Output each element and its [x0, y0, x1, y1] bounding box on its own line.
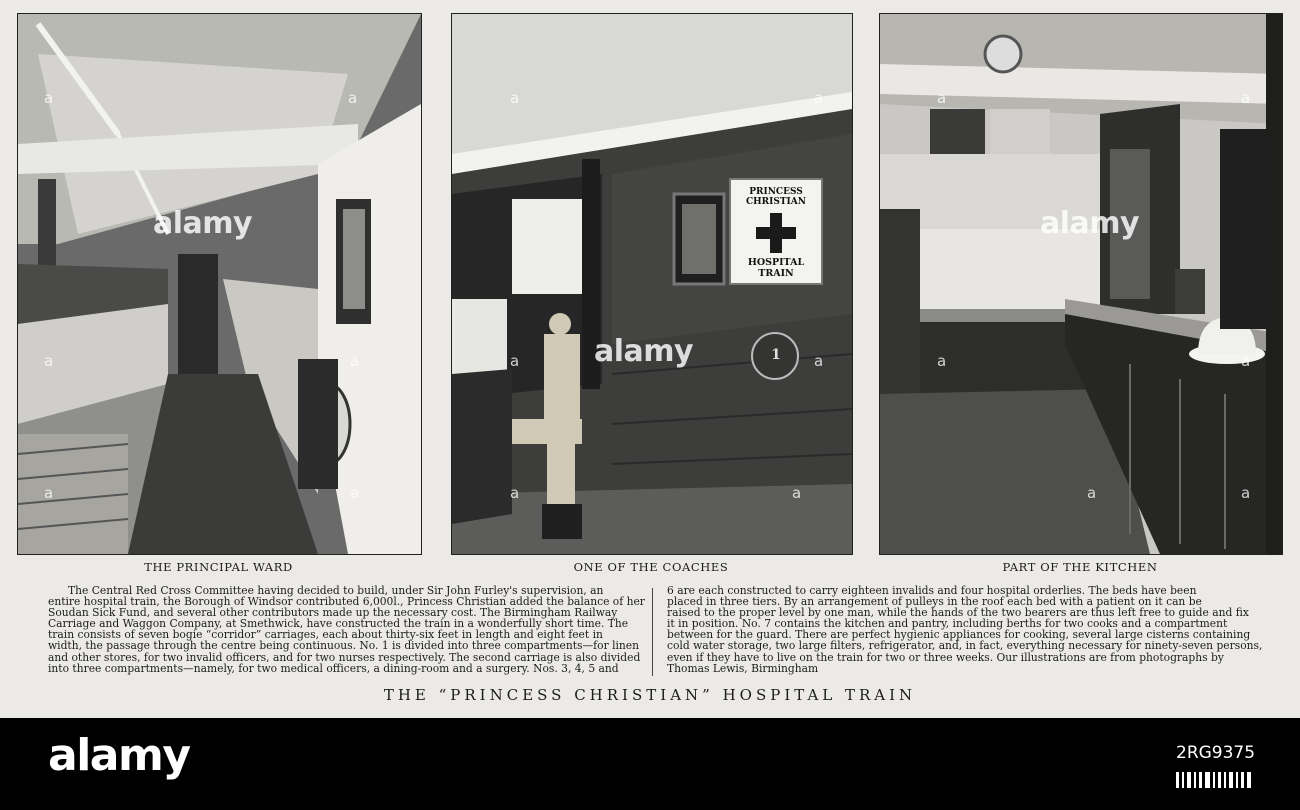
body-line: 6 are each constructed to carry eighteen invalids and four hospital orderlies. The beds have been [667, 584, 1197, 597]
column-divider [652, 588, 653, 676]
watermark-brand: alamy [594, 334, 694, 369]
body-text-right [667, 584, 1263, 675]
body-line: Soudan Sick Fund, and several other contributors made up the necessary cost. The Birmingham Railway [48, 606, 618, 620]
watermark-a: a [814, 352, 824, 370]
watermark-a: a [510, 89, 520, 107]
body-line: it in position. No. 7 contains the kitchen and pantry, including berths for two cooks and a compartment [667, 617, 1228, 631]
watermark-a: a [814, 89, 824, 107]
sign-line-2: HOSPITAL TRAIN [747, 257, 805, 279]
alamy-logo: alamy [48, 730, 190, 781]
body-line: Thomas Lewis, Birmingham [667, 661, 819, 675]
body-line: train consists of seven bogie “corridor” carriages, each about thirty-six feet in length and eight feet in [48, 628, 603, 642]
page-title: THE “PRINCESS CHRISTIAN” HOSPITAL TRAIN [383, 686, 917, 704]
image-reference: 2RG9375 [1176, 743, 1256, 763]
watermark-a: a [1241, 89, 1251, 107]
watermark-a: a [44, 89, 54, 107]
watermark-a: a [792, 484, 802, 502]
kitchen-caption: PART OF THE KITCHEN [1002, 560, 1158, 574]
watermark-a: a [1241, 352, 1251, 370]
watermark-a: a [937, 89, 947, 107]
coach-photo [451, 13, 853, 555]
red-cross-sign [733, 183, 819, 279]
body-line: and other stores, for two invalid officers, and for two nurses respectively. The second carriage is also divided [48, 650, 641, 664]
coach-emblem: 1 [771, 347, 781, 363]
watermark-a: a [44, 352, 54, 370]
ward-photo [17, 13, 422, 555]
kitchen-photo [879, 13, 1283, 555]
red-cross-icon [756, 213, 796, 253]
body-line: into three compartments—namely, for two medical officers, a dining-room and a surgery. Nos. 3, 4, 5 and [48, 661, 619, 675]
coach-caption: ONE OF THE COACHES [573, 560, 729, 574]
body-line: cold water storage, two large filters, refrigerator, and, in fact, everything necessary for ninety-seven persons, [667, 639, 1263, 653]
watermark-brand: alamy [153, 206, 253, 241]
stock-footer [0, 718, 1300, 810]
body-line: Carriage and Waggon Company, at Smethwick, have constructed the train in a wonderfully short time. The [48, 617, 629, 631]
watermark-a: a [1087, 484, 1097, 502]
body-line: raised to the proper level by one man, while the hands of the two bearers are thus left free to guide and fix [667, 606, 1249, 620]
watermark-a: a [937, 352, 947, 370]
watermark-a: a [350, 484, 360, 502]
sign-line-1: PRINCESS CHRISTIAN [746, 187, 806, 207]
barcode-icon [1176, 772, 1252, 788]
ward-caption: THE PRINCIPAL WARD [144, 560, 293, 574]
body-line: width, the passage through the centre being continuous. No. 1 is divided into three compartments—for linen [48, 639, 640, 653]
watermark-a: a [348, 89, 358, 107]
body-line: even if they have to live on the train for two or three weeks. Our illustrations are from photographs by [667, 650, 1224, 664]
body-text-left [48, 584, 645, 675]
watermark-a: a [1241, 484, 1251, 502]
watermark-a: a [350, 352, 360, 370]
watermark-a: a [510, 484, 520, 502]
body-line: entire hospital train, the Borough of Windsor contributed 6,000l., Princess Christian added the balance of her [48, 595, 645, 609]
watermark-a: a [44, 484, 54, 502]
body-line: The Central Red Cross Committee having decided to build, under Sir John Furley's supervision, an [68, 584, 604, 597]
body-line: placed in three tiers. By an arrangement of pulleys in the roof each bed with a patient on it can be [667, 595, 1202, 609]
ward-illustration [18, 14, 421, 554]
watermark-a: a [510, 352, 520, 370]
watermark-brand: alamy [1040, 206, 1140, 241]
body-line: between for the guard. There are perfect hygienic appliances for cooking, several large cisterns containing [667, 628, 1251, 642]
